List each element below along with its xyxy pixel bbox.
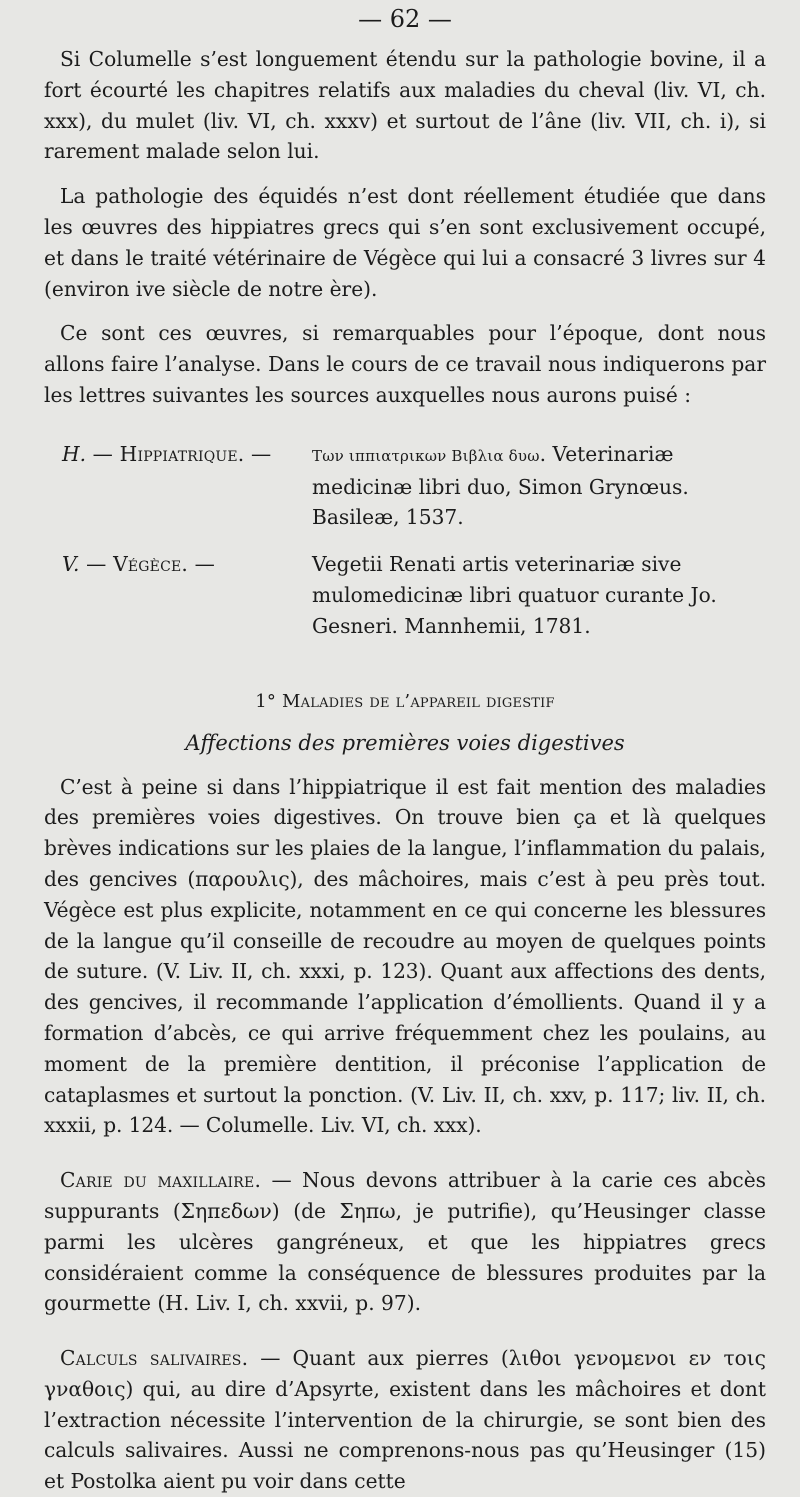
source-label-h: — Hippiatrique. — xyxy=(86,441,272,466)
source-reference-h xyxy=(312,439,766,533)
page-number: — 62 — xyxy=(358,5,452,33)
source-key-v xyxy=(62,549,312,641)
source-text-h: . Veterinariæ medicinæ libri duo, Simon Grynœus. Basileæ, 1537. xyxy=(312,441,689,530)
text-carie: — Nous devons attribuer à la carie ces abcès suppurants (Σηπεδων) (de Σηπω, je putrifie), qu’Heusinger classe parmi les ulcères gangréneux, et que les hippiatres grecs considéraient comme la conséquence de blessures produites par la gourmette (H. Liv. I, ch. xxvii, p. 97). xyxy=(44,1168,767,1316)
text-calculs: — Quant aux pierres (λιθοι γενομενοι εν τοις γναθοις) qui, au dire d’Apsyrte, existent dans les mâchoires et dont l’extraction nécessite l’intervention de la chirurgie, se sont bien des calculs salivaires. Aussi ne comprenons-nous pas qu’Heusinger (15) et Postolka aient pu voir dans cette xyxy=(44,1346,766,1494)
source-letter-h: H. xyxy=(62,441,87,466)
paragraph-calculs xyxy=(44,1343,766,1497)
source-vegece xyxy=(62,549,766,641)
paragraph-affections: C’est à peine si dans l’hippiatrique il est fait mention des maladies des premières voies digestives. On trouve bien ça et là quelques brèves indications sur les plaies de la langue, l’inflammation du palais, des gencives (παρουλις), des mâchoires, mais c’est à peu près tout. Végèce est plus explicite, notamment en ce qui concerne les blessures de la langue qu’il conseille de recoudre au moyen de quelques points de suture. (V. Liv. II, ch. xxxi, p. 123). Quant aux affections des dents, des gencives, il recommande l’application d’émollients. Quand il y a formation d’abcès, ce qui arrive fréquemment chez les poulains, au moment de la première dentition, il préconise l’application de cataplasmes et surtout la ponction. (V. Liv. II, ch. xxv, p. 117; liv. II, ch. xxxii, p. 124. — Columelle. Liv. VI, ch. xxx). xyxy=(44,774,766,1138)
sources-list xyxy=(62,439,766,642)
paragraph-columelle: Si Columelle s’est longuement étendu sur la pathologie bovine, il a fort écourté les chapitres relatifs aux maladies du cheval (liv. VI, ch. xxx), du mulet (liv. VI, ch. xxxv) et surtout de l’âne (liv. VII, ch. i), si rarement malade selon lui. xyxy=(44,47,766,164)
paragraph-carie xyxy=(44,1165,766,1319)
source-label-v: — Végèce. — xyxy=(79,552,216,577)
source-reference-v: Vegetii Renati artis veterinariæ sive mulomedicinæ libri quatuor curante Jo. Gesneri. Mannhemii, 1781. xyxy=(312,552,717,638)
section-heading: 1° Maladies de l’appareil digestif xyxy=(255,690,555,712)
source-key-h xyxy=(62,439,312,533)
paragraph-equides: La pathologie des équidés n’est dont réellement étudiée que dans les œuvres des hippiatres grecs qui s’en sont exclusivement occupé, et dans le traité vétérinaire de Végèce qui lui a consacré 3 livres sur 4 (environ ive siècle de notre ère). xyxy=(44,184,766,301)
heading-carie: Carie du maxillaire. xyxy=(60,1168,262,1193)
paragraph-sources-intro: Ce sont ces œuvres, si remarquables pour l’époque, dont nous allons faire l’analyse. Dans le cours de ce travail nous indiquerons par les lettres suivantes les sources auxquelles nous aurons puisé : xyxy=(44,321,766,407)
source-letter-v: V. xyxy=(62,552,80,577)
source-hippiatrique xyxy=(62,439,766,533)
heading-calculs: Calculs salivaires. xyxy=(60,1346,249,1371)
section-subheading: Affections des premières voies digestives xyxy=(185,730,625,755)
greek-title: Των ιππιατρικων Βιβλια δυω xyxy=(312,446,540,465)
